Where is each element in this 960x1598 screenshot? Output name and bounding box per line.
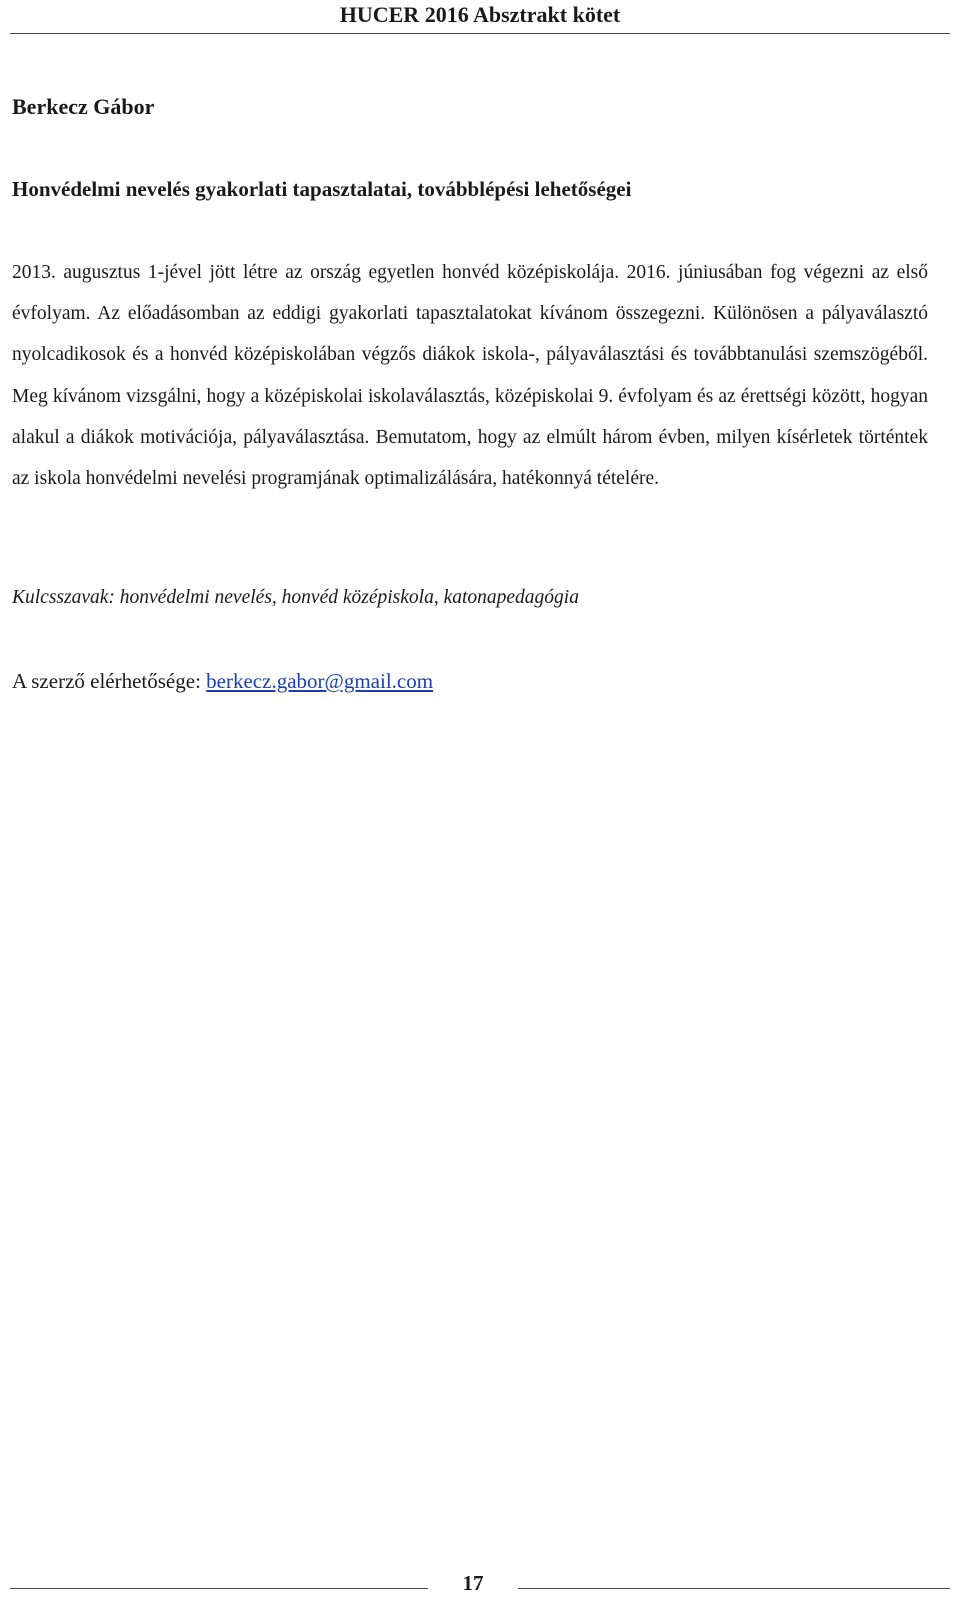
abstract-paragraph: 2013. augusztus 1-jével jött létre az ország egyetlen honvéd középiskolája. 2016. júniusában fog végezni az első évfolyam. Az előadásomban az eddigi gyakorlati tapasztalatokat kívánom összegezni. Különösen a pályaválasztó nyolcadikosok és a honvéd középiskolában végzős diákok iskola-, pályaválasztási és továbbtanulási szemszögéből. Meg kívánom vizsgálni, hogy a középiskolai iskolaválasztás, középiskolai 9. évfolyam és az érettségi között, hogyan alakul a diákok motivációja, pályaválasztása. Bemutatom, hogy az elmúlt három évben, milyen kísérletek történtek az iskola honvédelmi nevelési programjának optimalizálására, hatékonnyá tételére. <box>12 262 928 490</box>
header-divider <box>10 33 950 34</box>
author-contact <box>12 669 433 694</box>
footer-divider-right <box>518 1588 950 1589</box>
running-header: HUCER 2016 Absztrakt kötet <box>339 2 621 27</box>
article-title: Honvédelmi nevelés gyakorlati tapasztalatai, továbblépési lehetőségei <box>12 177 632 201</box>
contact-label: A szerző elérhetősége: <box>12 669 201 693</box>
footer-divider-left <box>10 1588 428 1589</box>
page-number: 17 <box>462 1571 484 1595</box>
keywords-line: Kulcsszavak: honvédelmi nevelés, honvéd középiskola, katonapedagógia <box>12 587 579 608</box>
email-link[interactable]: berkecz.gabor@gmail.com <box>206 669 434 693</box>
author-name: Berkecz Gábor <box>12 94 155 119</box>
